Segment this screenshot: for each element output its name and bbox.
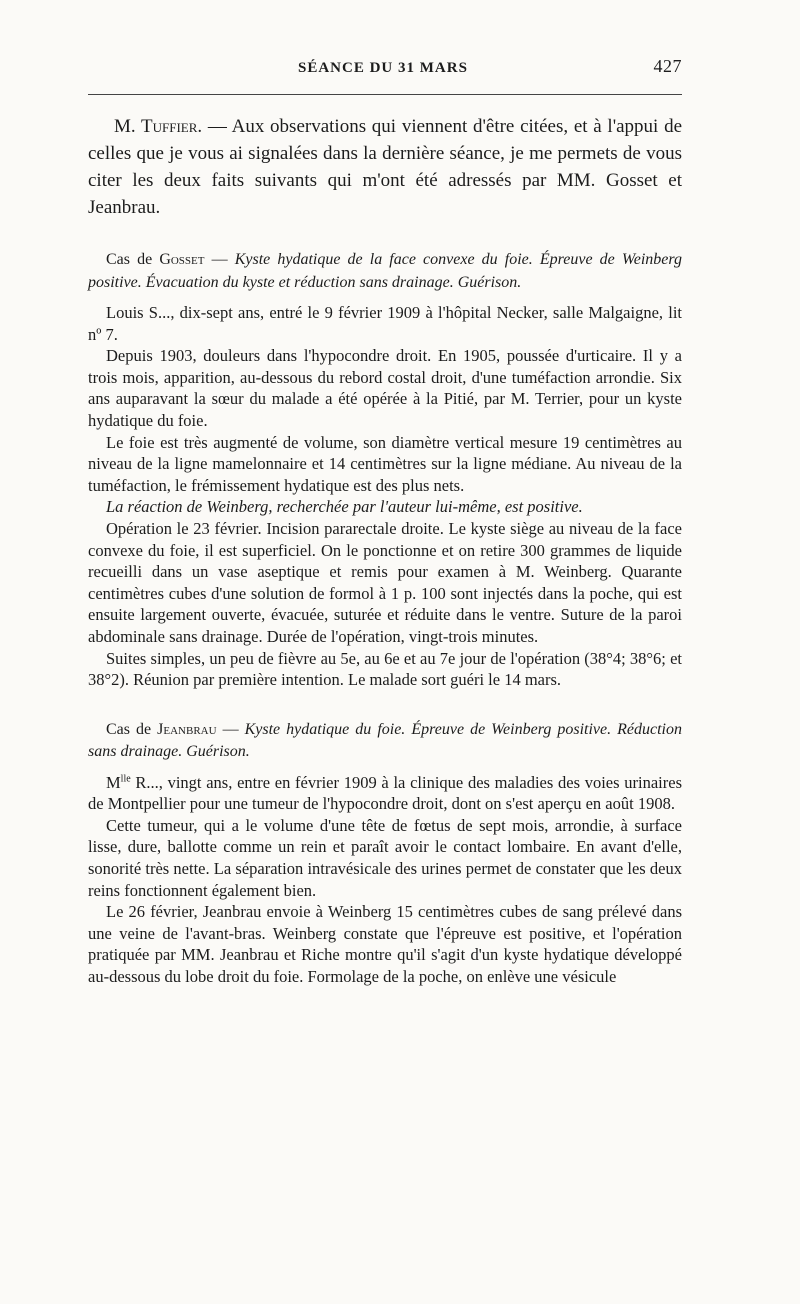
case1-para-0: Louis S..., dix-sept ans, entré le 9 février 1909 à l'hôpital Necker, salle Malgaigne, lit nº 7.: [88, 303, 682, 344]
case2-para-1: Cette tumeur, qui a le volume d'une tête de fœtus de sept mois, arrondie, à surface lisse, dure, ballotte comme un rein et paraît avoir le contact lombaire. En avant d'elle, sonorité très nette. La séparation intravésicale des urines permet de constater que les deux reins fonctionnent également bien.: [88, 815, 682, 900]
case2-para-0-text: R..., vingt ans, entre en février 1909 à la clinique des maladies des voies urinaires de Montpellier pour une tumeur de l'hypocondre droit, dont on s'est aperçu en août 1908.: [88, 772, 682, 814]
case1-label: Cas de: [106, 251, 160, 268]
case1-reaction-text: La réaction de Weinberg, recherchée par l'auteur lui-même, est positive.: [106, 497, 583, 517]
case1-para-4: Suites simples, un peu de fièvre au 5e, au 6e et au 7e jour de l'opération (38°4; 38°6; et 38°2). Réunion par première intention. Le malade sort guéri le 14 mars.: [88, 648, 682, 690]
intro-text: — Aux observations qui viennent d'être citées, et à l'appui de celles que je vous ai signalées dans la dernière séance, je me permets de vous citer les deux faits suivants qui m'ont été adressés par MM. Gosset et Jeanbrau.: [88, 116, 682, 218]
intro-paragraph: [88, 113, 682, 221]
case2-heading: Cas de Jeanbrau — Kyste hydatique du foie. Épreuve de Weinberg positive. Réduction sans drainage. Guérison.: [88, 720, 683, 761]
case2-prefix: M: [106, 772, 121, 792]
running-title: SÉANCE DU 31 MARS: [298, 60, 468, 76]
speaker-name: M. Tuffier.: [114, 116, 203, 137]
case1-para-2: Le foie est très augmenté de volume, son diamètre vertical mesure 19 centimètres au niveau de la ligne mamelonnaire et 14 centimètres sur la ligne médiane. Au niveau de la tuméfaction, le frémissement hydatique est des plus nets.: [88, 432, 682, 495]
page-number: 427: [653, 56, 682, 76]
case1-para-3: Opération le 23 février. Incision pararectale droite. Le kyste siège au niveau de la face convexe du foie, il est superficiel. On le ponctionne et on retire 300 grammes de liquide recueilli dans un vase aseptique et remis pour examen à M. Weinberg. Quarante centimètres cubes d'une solution de formol à 1 p. 100 sont injectés dans la poche, qui est ensuite largement ouverte, évacuée, suturée et réduite dans le ventre. Suture de la paroi abdominale sans drainage. Durée de l'opération, vingt-trois minutes.: [88, 518, 682, 646]
case2-title: Kyste hydatique du foie. Épreuve de Weinberg positive. Réduction sans drainage. Guérison.: [88, 720, 683, 761]
case1-author: Gosset: [159, 251, 205, 268]
page: [88, 56, 682, 988]
case1-para-1: Depuis 1903, douleurs dans l'hypocondre droit. En 1905, poussée d'urticaire. Il y a trois mois, apparition, au-dessous du rebord costal droit, d'une tuméfaction arrondie. Six ans auparavant la sœur du malade a été opérée à la Pitié, par M. Terrier, pour un kyste hydatique du foie.: [88, 346, 682, 430]
header-rule: [88, 94, 682, 95]
running-head: [88, 56, 682, 82]
case2-para-2: Le 26 février, Jeanbrau envoie à Weinberg 15 centimètres cubes de sang prélevé dans une veine de l'avant-bras. Weinberg constate que l'épreuve est positive, et l'opération pratiquée par MM. Jeanbrau et Riche montre qu'il s'agit d'un kyste hydatique développé au-dessous du lobe droit du foie. Formolage de la poche, on enlève une vésicule: [88, 902, 682, 987]
case2-para-0: [88, 772, 682, 815]
case1-heading: Cas de Gosset — Kyste hydatique de la face convexe du foie. Épreuve de Weinberg positive. Évacuation du kyste et réduction sans drainage. Guérison.: [88, 251, 682, 291]
case1-title: Kyste hydatique de la face convexe du foie. Épreuve de Weinberg positive. Évacuation du kyste et réduction sans drainage. Guérison.: [88, 251, 682, 291]
case2-sup: lle: [120, 773, 131, 785]
case2-author: Jeanbrau: [157, 720, 217, 738]
case1-reaction: [88, 496, 682, 518]
case2-label: Cas de: [106, 720, 158, 738]
